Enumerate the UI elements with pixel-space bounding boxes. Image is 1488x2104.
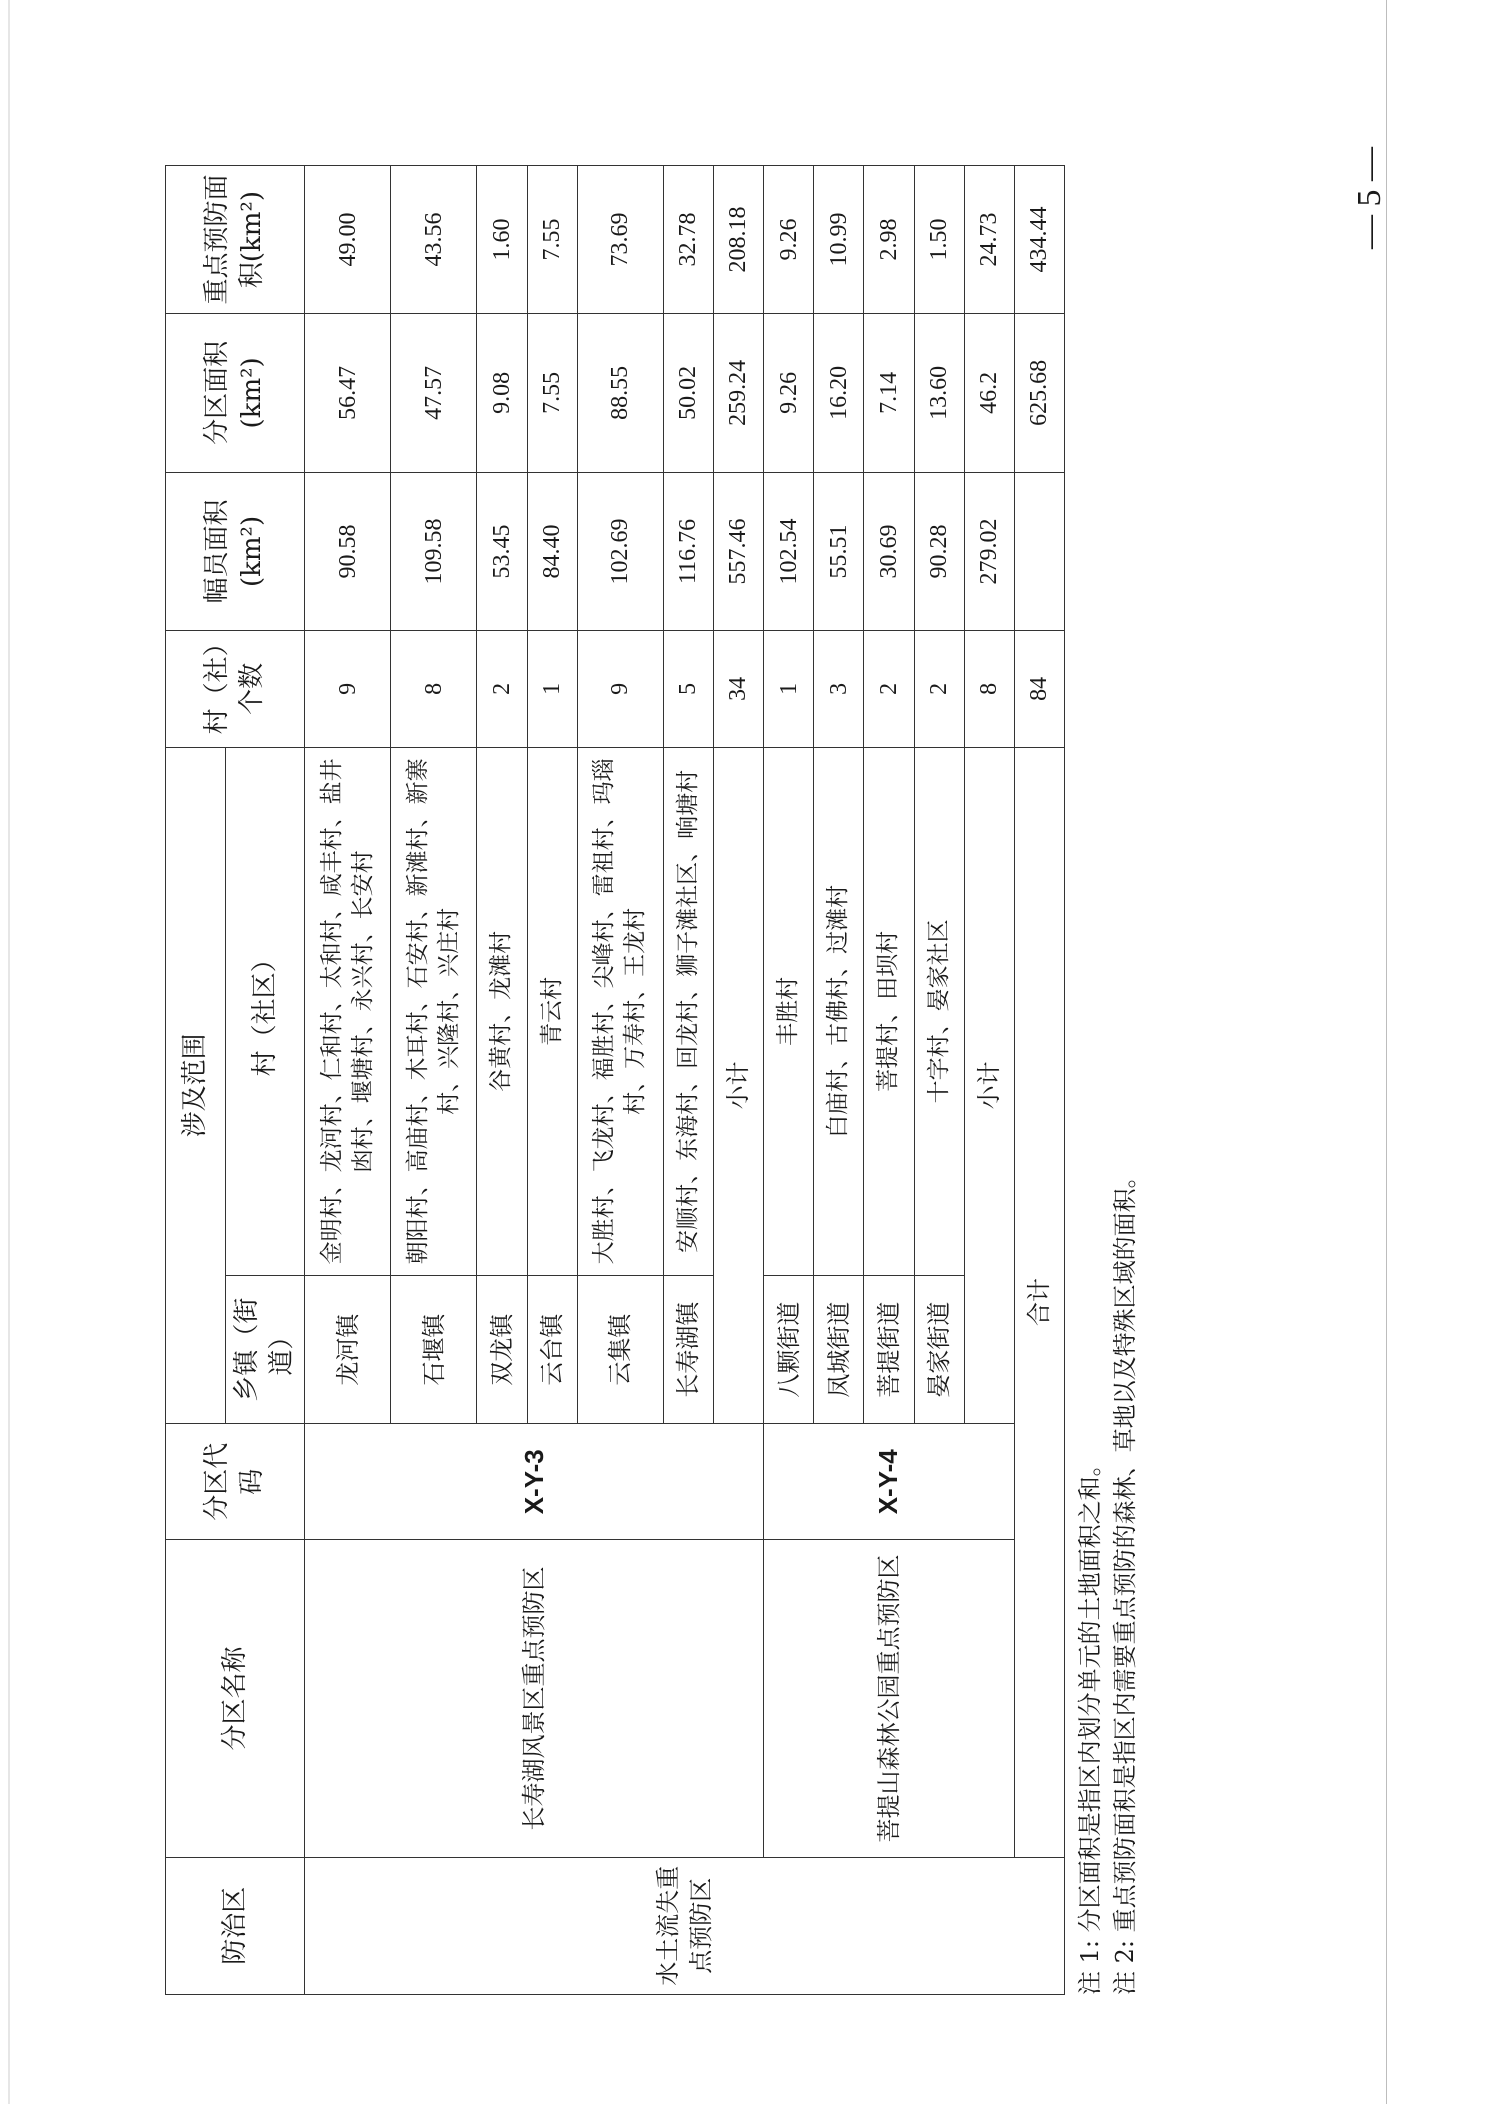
county-area-cell: 84.40 [527, 472, 577, 631]
zone-cell: 水土流失重点预防区 [305, 1857, 1065, 1994]
key-area-cell: 208.18 [713, 166, 763, 314]
count-cell: 84 [1014, 631, 1064, 747]
key-area-cell: 1.60 [477, 166, 527, 314]
header-scope: 涉及范围 [166, 747, 226, 1424]
note-1: 注 1: 分区面积是指区内划分单元的土地面积之和。 [1076, 1452, 1104, 1995]
county-area-cell: 53.45 [477, 472, 527, 631]
count-cell: 5 [663, 631, 713, 747]
count-cell: 1 [527, 631, 577, 747]
header-county-area: 幅员面积(km²) [166, 472, 305, 631]
county-area-cell: 90.58 [305, 472, 391, 631]
sub-area-cell: 625.68 [1014, 314, 1064, 473]
village-cell: 丰胜村 [764, 747, 814, 1276]
sub-area-cell: 9.08 [477, 314, 527, 473]
header-name: 分区名称 [166, 1540, 305, 1857]
county-area-cell: 30.69 [864, 472, 914, 631]
key-area-cell: 1.50 [914, 166, 964, 314]
sub-area-cell: 88.55 [577, 314, 663, 473]
village-cell: 金明村、龙河村、仁和村、太和村、咸丰村、盐井凼村、堰塘村、永兴村、长安村 [305, 747, 391, 1276]
subtotal-label: 小计 [964, 747, 1014, 1424]
count-cell: 8 [964, 631, 1014, 747]
county-area-cell: 102.69 [577, 472, 663, 631]
scan-edge [8, 0, 10, 2104]
count-cell: 1 [764, 631, 814, 747]
town-cell: 龙河镇 [305, 1276, 391, 1424]
group-name: 长寿湖风景区重点预防区 [305, 1540, 764, 1857]
sub-area-cell: 50.02 [663, 314, 713, 473]
sub-area-cell: 259.24 [713, 314, 763, 473]
count-cell: 2 [477, 631, 527, 747]
note-2: 注 2: 重点预防面积是指区内需要重点预防的森林、草地以及特殊区域的面积。 [1110, 1164, 1139, 1995]
village-cell: 大胜村、飞龙村、福胜村、尖峰村、雷祖村、玛瑙村、万寿村、王龙村 [577, 747, 663, 1276]
village-cell: 十字村、晏家社区 [914, 747, 964, 1276]
county-area-cell: 116.76 [663, 472, 713, 631]
header-key-area: 重点预防面积(km²) [166, 166, 305, 314]
village-cell: 青云村 [527, 747, 577, 1276]
key-area-cell: 32.78 [663, 166, 713, 314]
village-cell: 谷黄村、龙滩村 [477, 747, 527, 1276]
village-cell: 白庙村、古佛村、过滩村 [814, 747, 864, 1276]
village-cell: 菩提村、田坝村 [864, 747, 914, 1276]
key-area-cell: 24.73 [964, 166, 1014, 314]
subtotal-label: 小计 [713, 747, 763, 1424]
town-cell: 晏家街道 [914, 1276, 964, 1424]
header-village: 村（社区） [226, 747, 305, 1276]
county-area-cell: 557.46 [713, 472, 763, 631]
town-cell: 菩提街道 [864, 1276, 914, 1424]
county-area-cell: 55.51 [814, 472, 864, 631]
sub-area-cell: 13.60 [914, 314, 964, 473]
key-area-cell: 2.98 [864, 166, 914, 314]
header-town: 乡镇（街道） [226, 1276, 305, 1424]
town-cell: 双龙镇 [477, 1276, 527, 1424]
town-cell: 长寿湖镇 [663, 1276, 713, 1424]
table-row [764, 166, 814, 1995]
sub-area-cell: 7.55 [527, 314, 577, 473]
count-cell: 2 [864, 631, 914, 747]
county-area-cell: 102.54 [764, 472, 814, 631]
count-cell: 3 [814, 631, 864, 747]
town-cell: 八颗街道 [764, 1276, 814, 1424]
group-code: X-Y-4 [764, 1424, 1015, 1540]
rotated-table-block [165, 165, 1150, 1995]
key-area-cell: 73.69 [577, 166, 663, 314]
key-area-cell: 9.26 [764, 166, 814, 314]
header-code: 分区代码 [166, 1424, 305, 1540]
town-cell: 凤城街道 [814, 1276, 864, 1424]
sub-area-cell: 47.57 [391, 314, 477, 473]
village-cell: 安顺村、东海村、回龙村、狮子滩社区、响塘村 [663, 747, 713, 1276]
page-number: — 5 — [1351, 147, 1388, 249]
count-cell: 2 [914, 631, 964, 747]
county-area-cell [1014, 472, 1064, 631]
key-area-cell: 7.55 [527, 166, 577, 314]
key-area-cell: 434.44 [1014, 166, 1064, 314]
prevention-zone-table [165, 165, 1065, 1995]
header-count: 村（社）个数 [166, 631, 305, 747]
key-area-cell: 49.00 [305, 166, 391, 314]
key-area-cell: 43.56 [391, 166, 477, 314]
county-area-cell: 90.28 [914, 472, 964, 631]
group-name: 菩提山森林公园重点预防区 [764, 1540, 1015, 1857]
sub-area-cell: 9.26 [764, 314, 814, 473]
sub-area-cell: 46.2 [964, 314, 1014, 473]
town-cell: 云集镇 [577, 1276, 663, 1424]
town-cell: 云台镇 [527, 1276, 577, 1424]
key-area-cell: 10.99 [814, 166, 864, 314]
total-label: 合计 [1014, 747, 1064, 1857]
sub-area-cell: 16.20 [814, 314, 864, 473]
count-cell: 9 [305, 631, 391, 747]
count-cell: 9 [577, 631, 663, 747]
header-zone: 防治区 [166, 1857, 305, 1994]
sub-area-cell: 7.14 [864, 314, 914, 473]
table-row [305, 166, 391, 1995]
count-cell: 8 [391, 631, 477, 747]
header-sub-area: 分区面积(km²) [166, 314, 305, 473]
sub-area-cell: 56.47 [305, 314, 391, 473]
village-cell: 朝阳村、高庙村、木耳村、石安村、新滩村、新寨村、兴隆村、兴庄村 [391, 747, 477, 1276]
county-area-cell: 279.02 [964, 472, 1014, 631]
group-code: X-Y-3 [305, 1424, 764, 1540]
county-area-cell: 109.58 [391, 472, 477, 631]
table-notes [1073, 165, 1143, 1995]
town-cell: 石堰镇 [391, 1276, 477, 1424]
total-row [1014, 166, 1064, 1995]
count-cell: 34 [713, 631, 763, 747]
